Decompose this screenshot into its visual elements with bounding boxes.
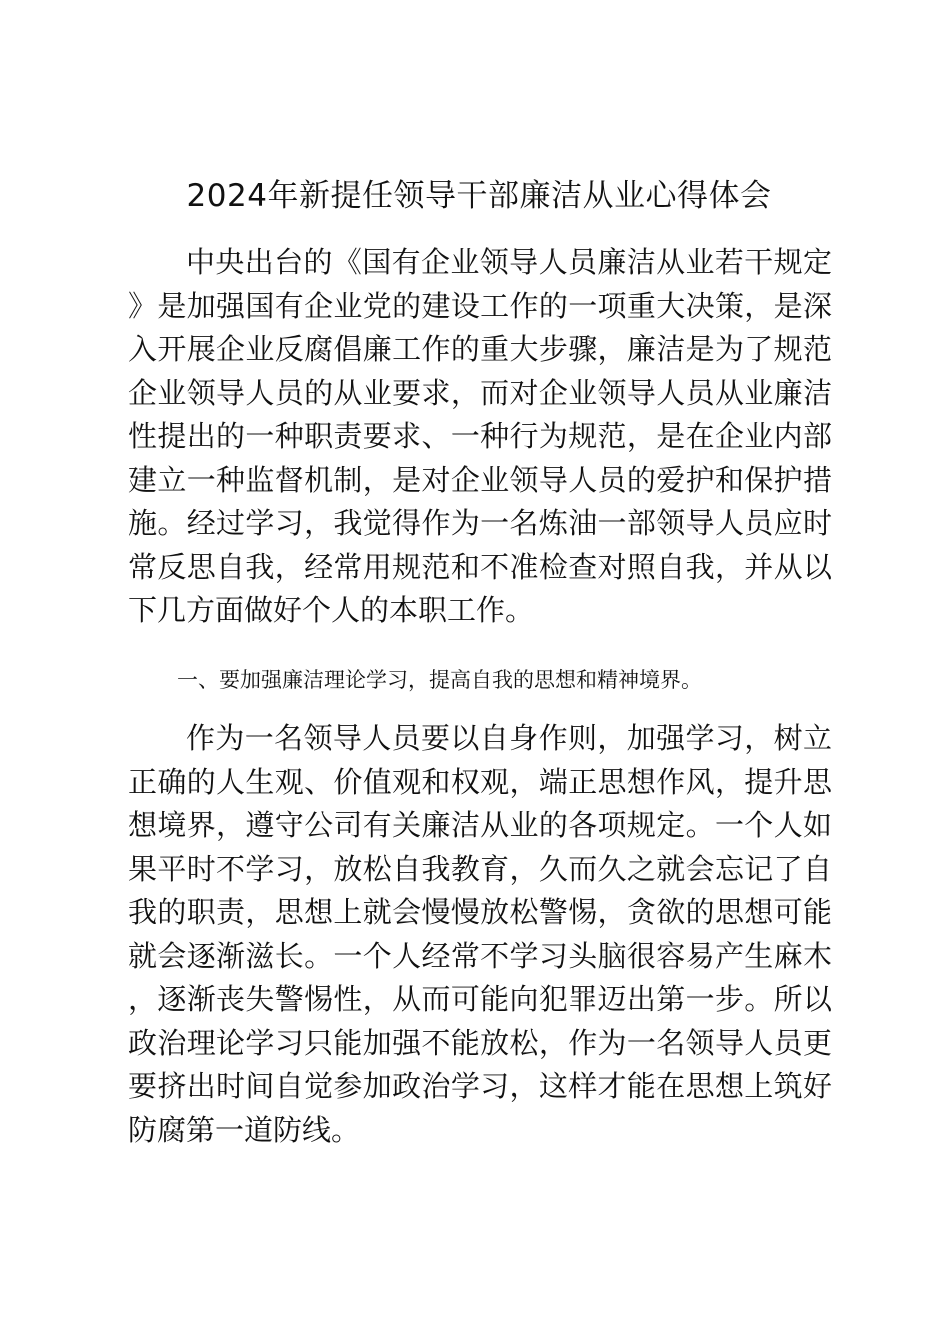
paragraph-section-1: 作为一名领导人员要以自身作则，加强学习，树立正确的人生观、价值观和权观，端正思想作风，提升思想境界，遵守公司有关廉洁从业的各项规定。一个人如果平时不学习，放松自我教育，久而久之就会忘记了自我的职责，思想上就会慢慢放松警惕，贪欲的思想可能就会逐渐滋长。一个人经常不学习头脑很容易产生麻木，逐渐丧失警惕性，从而可能向犯罪迈出第一步。所以政治理论学习只能加强不能放松，作为一名领导人员更要挤出时间自觉参加政治学习，这样才能在思想上筑好防腐第一道防线。 bbox=[128, 721, 832, 1147]
paragraph-intro: 中央出台的《国有企业领导人员廉洁从业若干规定》是加强国有企业党的建设工作的一项重大决策，是深入开展企业反腐倡廉工作的重大步骤，廉洁是为了规范企业领导人员的从业要求，而对企业领导人员从业廉洁性提出的一种职责要求、一种行为规范，是在企业内部建立一种监督机制，是对企业领导人员的爱护和保护措施。经过学习，我觉得作为一名炼油一部领导人员应时常反思自我，经常用规范和不准检查对照自我，并从以下几方面做好个人的本职工作。 bbox=[128, 245, 832, 627]
document-title: 2024年新提任领导干部廉洁从业心得体会 bbox=[186, 178, 772, 214]
section-heading-1: 一、要加强廉洁理论学习，提高自我的思想和精神境界。 bbox=[177, 668, 702, 692]
